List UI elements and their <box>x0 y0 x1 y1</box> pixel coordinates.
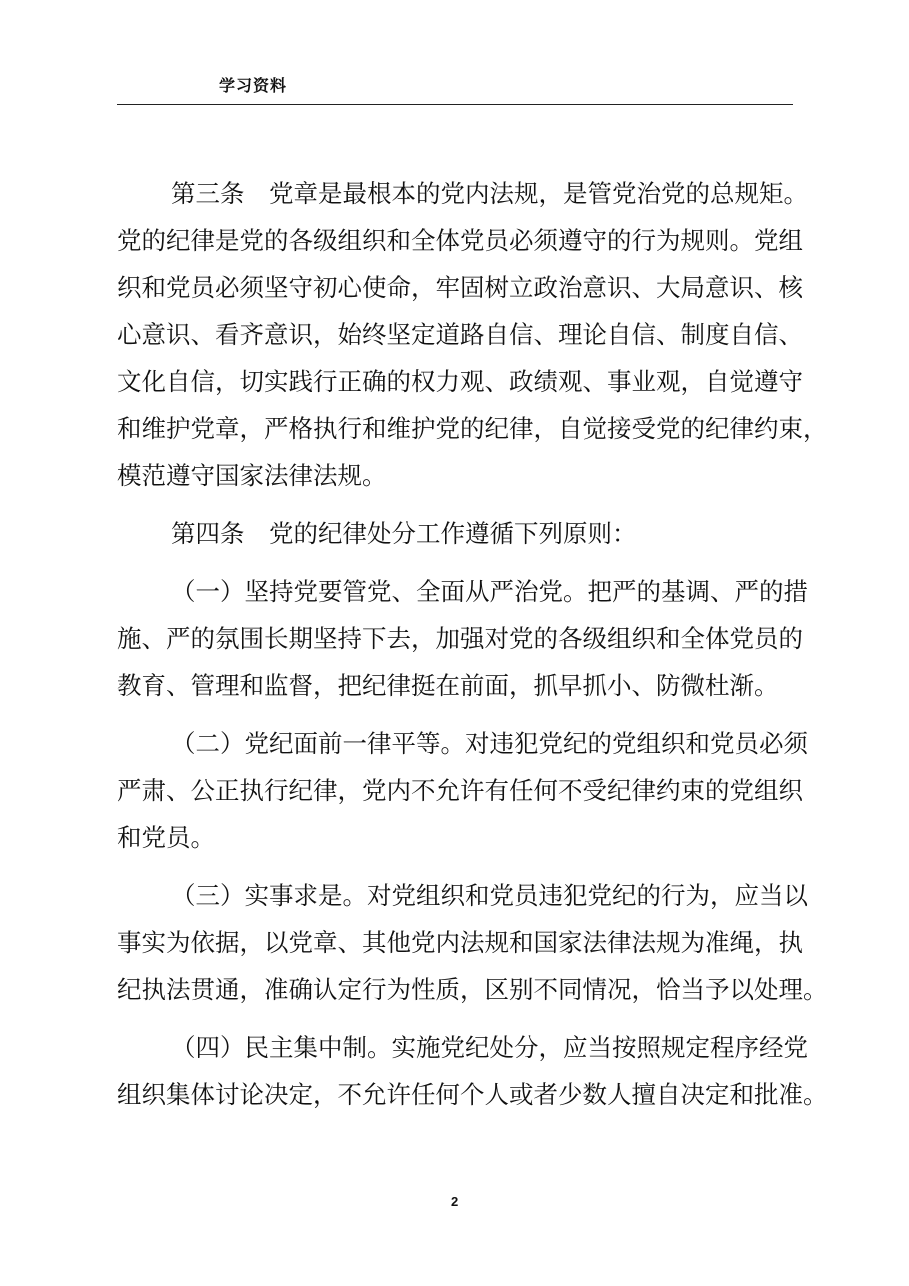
paragraph-article-3 <box>117 170 828 499</box>
document-body <box>117 170 828 1118</box>
header-divider <box>117 104 793 105</box>
text-line: 模范遵守国家法律法规。 <box>117 461 387 490</box>
paragraph-principle-4 <box>117 1024 828 1118</box>
text-line: 严肃、公正执行纪律，党内不允许有任何不受纪律约束的党组织 <box>117 776 803 805</box>
text-line: 纪执法贯通，准确认定行为性质，区别不同情况，恰当予以处理。 <box>117 975 828 1004</box>
text-line: （四）民主集中制。实施党纪处分，应当按照规定程序经党 <box>171 1033 808 1062</box>
text-line: 第三条 党章是最根本的党内法规，是管党治党的总规矩。 <box>171 179 808 208</box>
text-line: 织和党员必须坚守初心使命，牢固树立政治意识、大局意识、核 <box>117 273 803 302</box>
paragraph-article-4 <box>117 510 792 557</box>
text-line: （二）党纪面前一律平等。对违犯党纪的党组织和党员必须 <box>171 729 808 758</box>
paragraph-principle-1 <box>117 568 808 709</box>
text-line: 和维护党章，严格执行和维护党的纪律，自觉接受党的纪律约束， <box>117 414 828 443</box>
text-line: （三）实事求是。对党组织和党员违犯党纪的行为，应当以 <box>171 881 808 910</box>
text-line: （一）坚持党要管党、全面从严治党。把严的基调、严的措 <box>171 577 808 606</box>
text-line: 文化自信，切实践行正确的权力观、政绩观、事业观，自觉遵守 <box>117 367 803 396</box>
paragraph-principle-3 <box>117 872 828 1013</box>
text-line: 和党员。 <box>117 823 215 852</box>
text-line: 事实为依据，以党章、其他党内法规和国家法律法规为准绳，执 <box>117 928 803 957</box>
text-line: 党的纪律是党的各级组织和全体党员必须遵守的行为规则。党组 <box>117 226 803 255</box>
page-number: 2 <box>451 1194 459 1209</box>
text-line: 施、严的氛围长期坚持下去，加强对党的各级组织和全体党员的 <box>117 624 803 653</box>
paragraph-principle-2 <box>117 720 808 861</box>
text-line: 心意识、看齐意识，始终坚定道路自信、理论自信、制度自信、 <box>117 320 803 349</box>
header-title: 学习资料 <box>219 76 288 95</box>
text-line: 教育、管理和监督，把纪律挺在前面，抓早抓小、防微杜渐。 <box>117 671 779 700</box>
text-line: 组织集体讨论决定，不允许任何个人或者少数人擅自决定和批准。 <box>117 1080 828 1109</box>
text-line: 第四条 党的纪律处分工作遵循下列原则： <box>171 519 637 548</box>
